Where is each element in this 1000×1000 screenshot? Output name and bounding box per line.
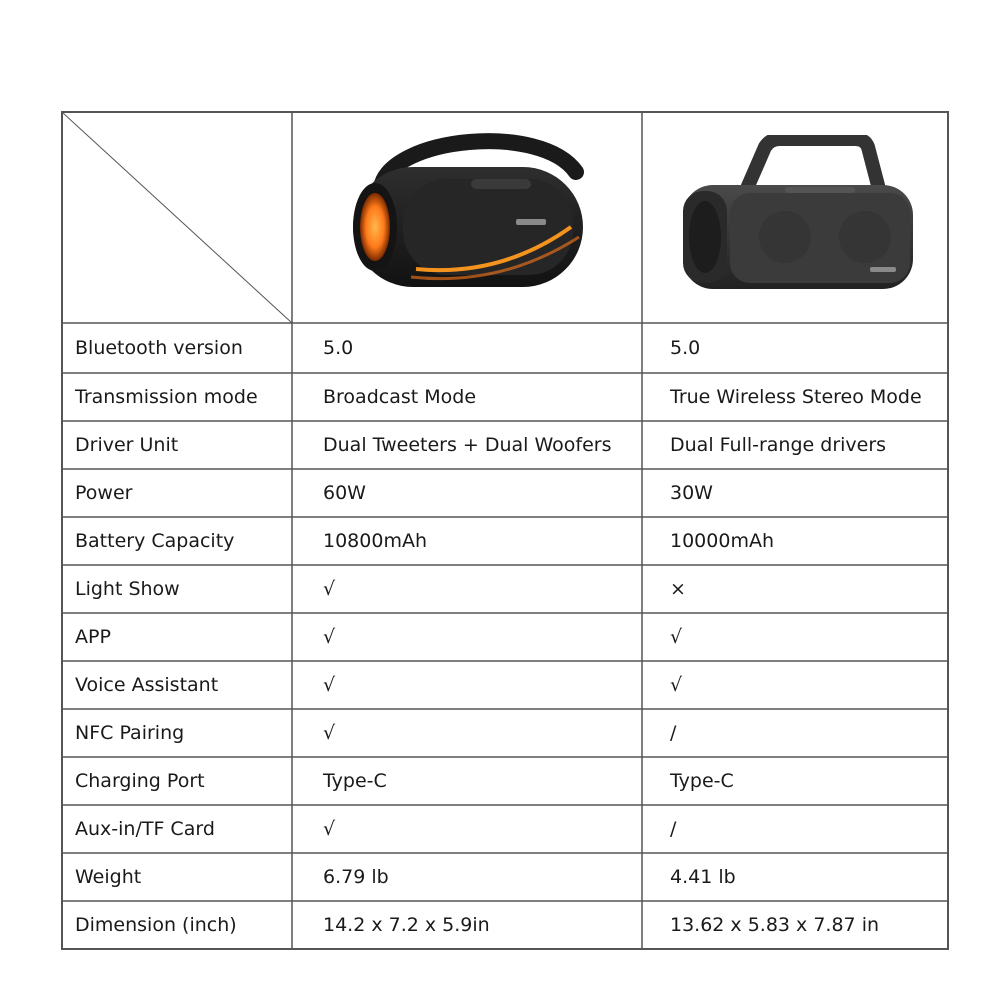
product-a-value: √ (323, 818, 336, 840)
product-a-value: √ (323, 674, 336, 696)
product-b-value: 30W (670, 482, 713, 504)
corner-diagonal (63, 113, 292, 323)
product-a-value: 14.2 x 7.2 x 5.9in (323, 913, 490, 936)
row-label: Driver Unit (75, 434, 179, 456)
product-a-value: √ (323, 578, 336, 600)
product-a-value: √ (323, 626, 336, 648)
comparison-table (61, 111, 949, 950)
product-a-value: 10800mAh (323, 530, 427, 552)
row-label: Light Show (75, 578, 180, 600)
product-b-value: √ (670, 674, 683, 696)
product-a-value: 6.79 lb (323, 866, 389, 888)
product-a-value: Broadcast Mode (323, 386, 477, 408)
row-label: Dimension (inch) (75, 913, 237, 936)
row-label: Battery Capacity (75, 530, 235, 552)
row-label: Weight (75, 866, 142, 888)
product-b-value: / (670, 722, 677, 744)
product-b-value: / (670, 818, 677, 840)
product-a-value: 5.0 (323, 337, 354, 359)
product-a-value: 60W (323, 482, 366, 504)
row-label: Aux-in/TF Card (75, 818, 215, 840)
product-a-value: Type-C (323, 770, 387, 792)
row-label: NFC Pairing (75, 722, 185, 744)
boombox-speaker-orange-light-icon (341, 127, 591, 297)
row-label: Transmission mode (75, 386, 258, 408)
product-b-value: √ (670, 626, 683, 648)
product-b-value: × (670, 578, 686, 600)
row-label: Bluetooth version (75, 337, 243, 359)
product-b-value: 5.0 (670, 337, 701, 359)
row-label: Charging Port (75, 770, 205, 792)
boombox-speaker-handle-icon (675, 135, 920, 295)
product-b-value: 4.41 lb (670, 866, 736, 888)
product-b-value: 13.62 x 5.83 x 7.87 in (670, 913, 880, 936)
product-b-value: Type-C (670, 770, 734, 792)
product-b-value: 10000mAh (670, 530, 774, 552)
product-b-value: True Wireless Stereo Mode (670, 386, 922, 408)
product-a-value: Dual Tweeters + Dual Woofers (323, 434, 612, 456)
product-b-value: Dual Full-range drivers (670, 434, 887, 456)
row-label: Voice Assistant (75, 674, 219, 696)
row-label: APP (75, 626, 111, 648)
row-label: Power (75, 482, 133, 504)
product-a-value: √ (323, 722, 336, 744)
